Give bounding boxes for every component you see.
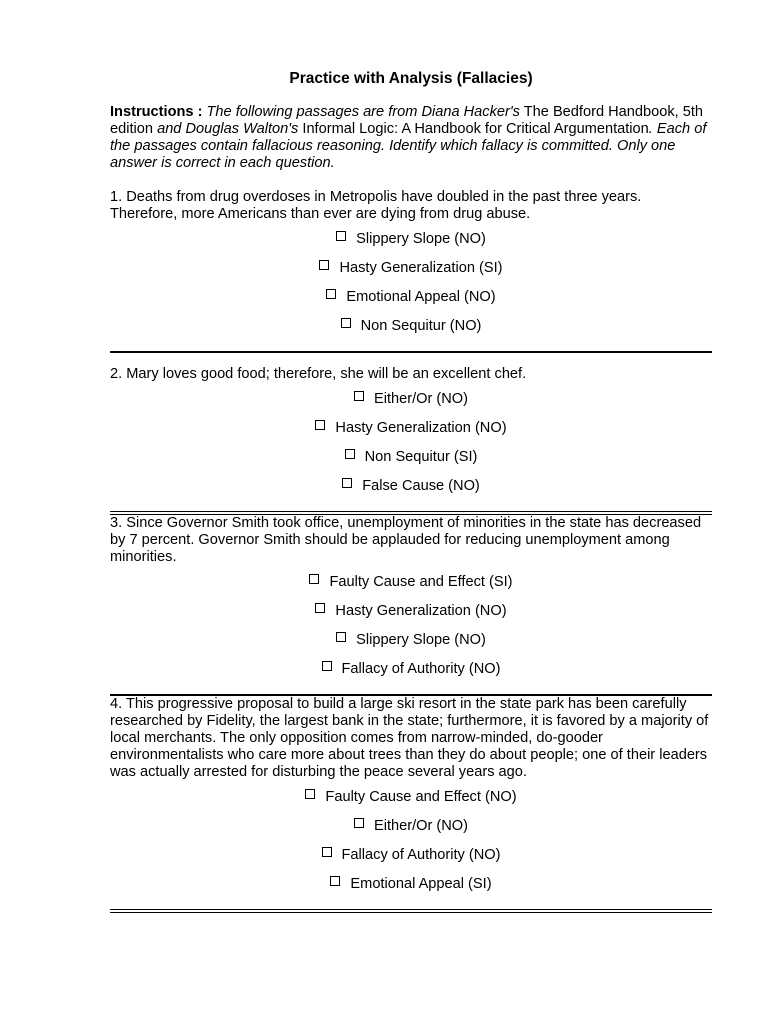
answer-options: [110, 385, 712, 501]
answer-option[interactable]: [110, 414, 712, 443]
checkbox-icon[interactable]: [336, 632, 346, 642]
answer-label: Hasty Generalization (NO): [335, 603, 507, 619]
answer-option[interactable]: [110, 655, 712, 684]
question-text: 1. Deaths from drug overdoses in Metropolis have doubled in the past three years. Therefore, more Americans than ever are dying from drug abuse.: [110, 189, 642, 222]
answer-options: [110, 783, 712, 899]
document-content: [110, 69, 712, 913]
checkbox-icon[interactable]: [342, 478, 352, 488]
answer-label: Either/Or (NO): [373, 391, 469, 407]
answer-label: Either/Or (NO): [373, 818, 469, 834]
answer-label: Emotional Appeal (NO): [346, 289, 496, 305]
page-title: Practice with Analysis (Fallacies): [289, 70, 533, 87]
answer-option[interactable]: [110, 597, 712, 626]
answer-label: Emotional Appeal (SI): [350, 876, 492, 892]
answer-option[interactable]: [110, 626, 712, 655]
question-text: 3. Since Governor Smith took office, unemployment of minorities in the state has decreased by 7 percent. Governor Smith should be applauded for reducing unemployment among minorities.: [110, 515, 702, 565]
answer-option[interactable]: [110, 472, 712, 501]
answer-options: [110, 225, 712, 341]
answer-label: Fallacy of Authority (NO): [341, 661, 501, 677]
instructions-part-1: The following passages are from Diana Hacker's: [206, 104, 520, 120]
answer-option[interactable]: [110, 841, 712, 870]
answer-option[interactable]: [110, 385, 712, 414]
instructions-book-2: Informal Logic: A Handbook for Critical Argumentation: [302, 121, 649, 137]
checkbox-icon[interactable]: [341, 318, 351, 328]
checkbox-icon[interactable]: [345, 449, 355, 459]
checkbox-icon[interactable]: [326, 289, 336, 299]
divider: [110, 351, 712, 353]
checkbox-icon[interactable]: [309, 574, 319, 584]
answer-option[interactable]: [110, 568, 712, 597]
instructions-lead: Instructions :: [110, 104, 203, 120]
checkbox-icon[interactable]: [354, 391, 364, 401]
instructions-part-3: . Each of the passages contain fallacious reasoning. Identify which fallacy is committed. Only one answer is correct in each question.: [110, 121, 707, 171]
checkbox-icon[interactable]: [322, 661, 332, 671]
question-2: [110, 366, 712, 501]
checkbox-icon[interactable]: [319, 260, 329, 270]
answer-option[interactable]: [110, 254, 712, 283]
answer-option[interactable]: [110, 812, 712, 841]
checkbox-icon[interactable]: [354, 818, 364, 828]
answer-label: Hasty Generalization (NO): [335, 420, 507, 436]
answer-option[interactable]: [110, 783, 712, 812]
answer-label: Non Sequitur (NO): [360, 318, 482, 334]
checkbox-icon[interactable]: [330, 876, 340, 886]
question-text: 2. Mary loves good food; therefore, she will be an excellent chef.: [110, 366, 527, 382]
answer-options: [110, 568, 712, 684]
checkbox-icon[interactable]: [322, 847, 332, 857]
answer-label: Fallacy of Authority (NO): [341, 847, 501, 863]
answer-option[interactable]: [110, 312, 712, 341]
answer-option[interactable]: [110, 443, 712, 472]
answer-label: Slippery Slope (NO): [356, 231, 486, 247]
question-3: [110, 515, 712, 684]
checkbox-icon[interactable]: [305, 789, 315, 799]
answer-label: Slippery Slope (NO): [356, 632, 486, 648]
instructions-part-2: and Douglas Walton's: [157, 121, 299, 137]
answer-label: Hasty Generalization (SI): [339, 260, 503, 276]
instructions-book-1: The Bedford Handbook, 5th edition: [110, 104, 704, 137]
answer-option[interactable]: [110, 870, 712, 899]
answer-label: False Cause (NO): [362, 478, 480, 494]
divider: [110, 909, 712, 913]
question-1: [110, 189, 712, 341]
answer-label: Faulty Cause and Effect (NO): [325, 789, 517, 805]
question-text: 4. This progressive proposal to build a large ski resort in the state park has been carefully researched by Fidelity, the largest bank in the state; furthermore, it is favored by a majority of local merchants. The only opposition comes from narrow-minded, do-gooder environmentalists who care more about trees than they do about people; one of their leaders was actually arrested for disturbing the peace several years ago.: [110, 696, 709, 780]
answer-label: Faulty Cause and Effect (SI): [329, 574, 513, 590]
checkbox-icon[interactable]: [315, 420, 325, 430]
answer-option[interactable]: [110, 225, 712, 254]
answer-label: Non Sequitur (SI): [364, 449, 478, 465]
checkbox-icon[interactable]: [315, 603, 325, 613]
question-4: [110, 696, 712, 899]
instructions: [110, 104, 712, 172]
checkbox-icon[interactable]: [336, 231, 346, 241]
answer-option[interactable]: [110, 283, 712, 312]
